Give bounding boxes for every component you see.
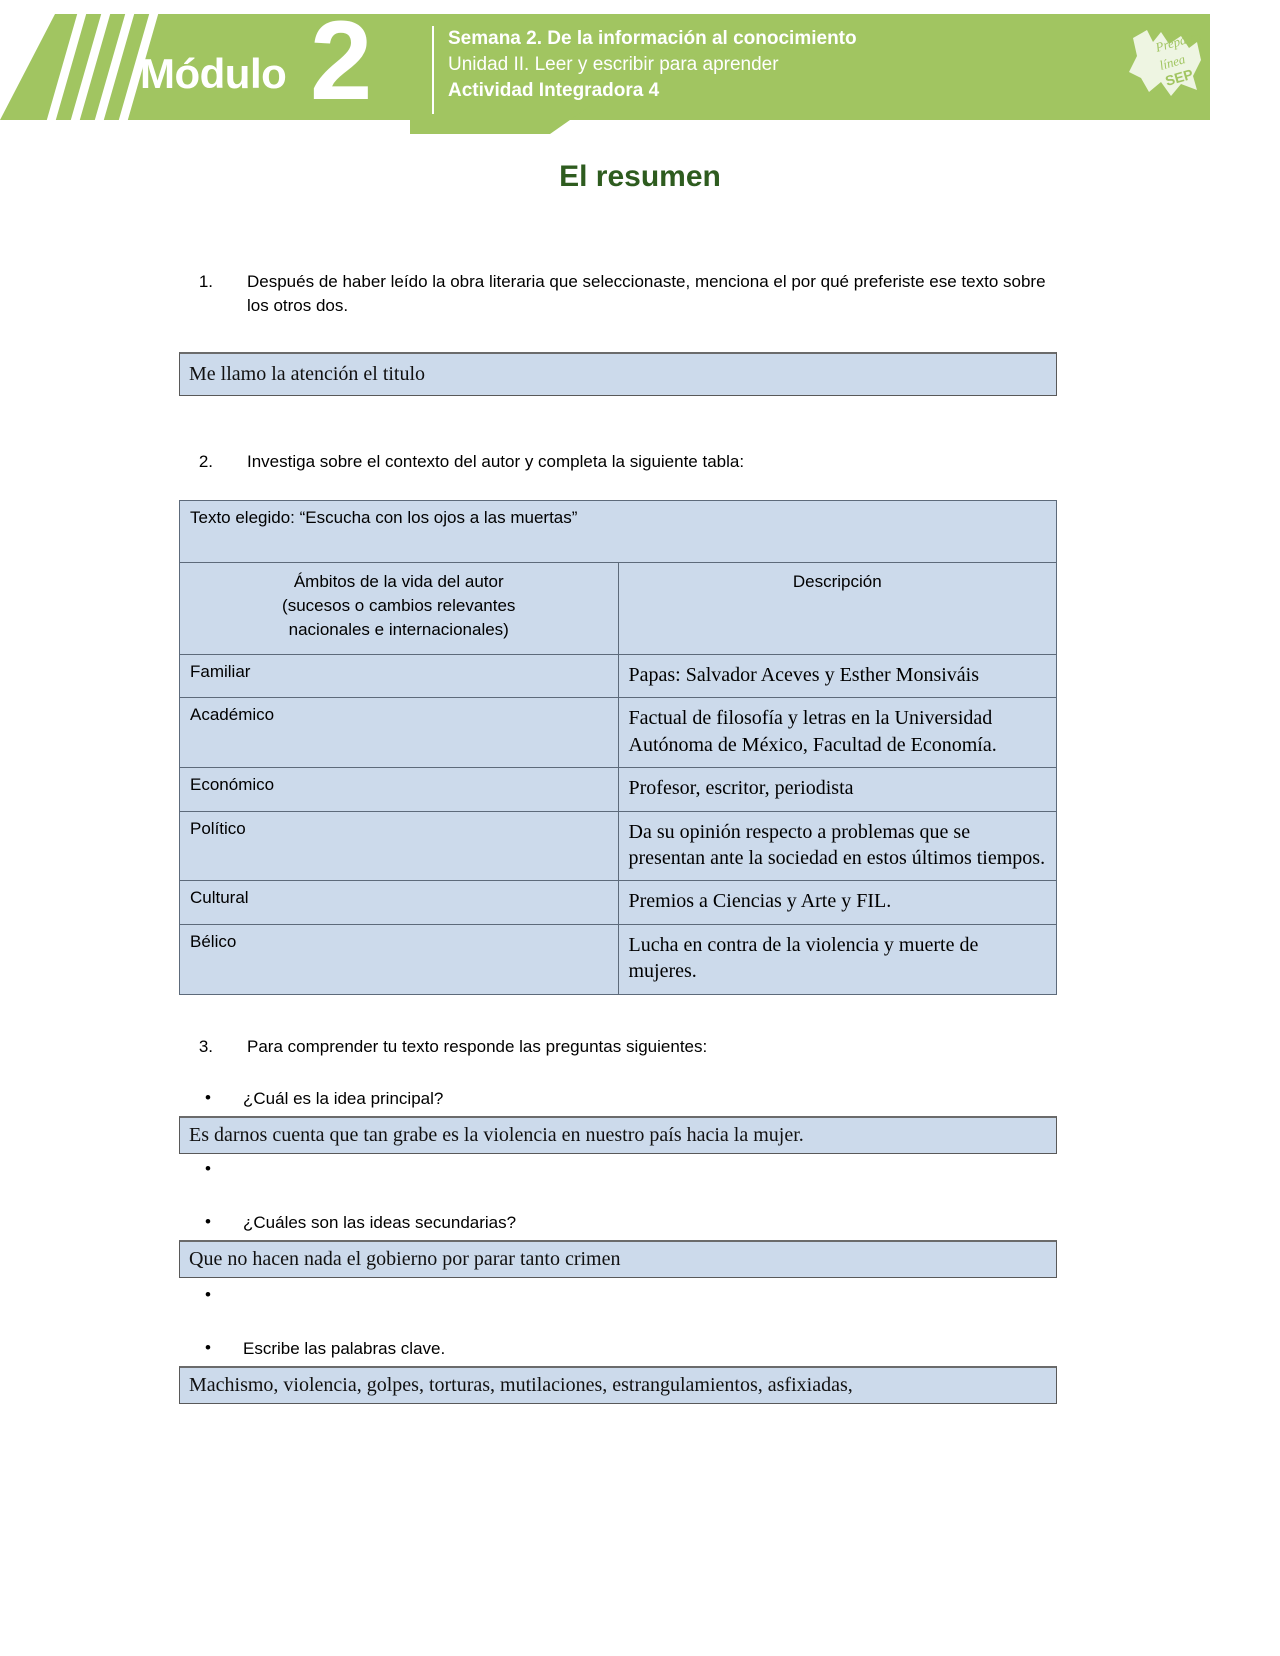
bullet-dot-icon: • [205, 1338, 211, 1357]
table-cell-desc[interactable]: Lucha en contra de la violencia y muerte de mujeres. [618, 924, 1057, 994]
table-header-col2: Descripción [618, 563, 1057, 655]
table-row [180, 881, 1057, 924]
bullet-prompt-3: ¿Cuáles son las ideas secundarias? [243, 1213, 517, 1232]
banner-activity-line: Actividad Integradora 4 [448, 80, 660, 102]
table-row [180, 811, 1057, 881]
question-1-text: Después de haber leído la obra literaria que seleccionaste, menciona el por qué preferiste ese texto sobre los otros dos. [247, 272, 1046, 316]
question-2 [179, 450, 1059, 474]
question-1-number: 1. [198, 272, 213, 291]
table-cell-label: Económico [180, 768, 619, 811]
bullet-prompt-1: ¿Cuál es la idea principal? [243, 1089, 444, 1108]
answer-box-idea-principal[interactable]: Es darnos cuenta que tan grabe es la violencia en nuestro país hacia la mujer. [179, 1116, 1057, 1154]
svg-text:línea: línea [1157, 51, 1187, 73]
bullet-dot-icon: • [205, 1088, 211, 1107]
module-number: 2 [310, 0, 373, 123]
table-cell-label: Político [180, 811, 619, 881]
table-cell-label: Académico [180, 698, 619, 768]
table-caption-row [180, 501, 1057, 563]
answer-box-question-1[interactable]: Me llamo la atención el titulo [179, 352, 1057, 396]
svg-text:Prepa en: Prepa en [1153, 27, 1203, 55]
author-context-table [179, 500, 1057, 995]
table-header-col1-line2: (sucesos o cambios relevantes [282, 596, 516, 616]
question-1 [179, 270, 1059, 318]
answer-box-palabras-clave[interactable]: Machismo, violencia, golpes, torturas, mutilaciones, estrangulamientos, asfixiadas, [179, 1366, 1057, 1404]
banner-week-line: Semana 2. De la información al conocimiento [448, 28, 857, 49]
table-header-col1-line3: nacionales e internacionales) [288, 620, 509, 640]
table-row [180, 768, 1057, 811]
table-cell-label: Familiar [180, 655, 619, 698]
table-cell-desc[interactable]: Premios a Ciencias y Arte y FIL. [618, 881, 1057, 924]
svg-text:SEP: SEP [1163, 65, 1195, 89]
table-cell-label: Cultural [180, 881, 619, 924]
table-cell-label: Bélico [180, 924, 619, 994]
table-cell-desc[interactable]: Profesor, escritor, periodista [618, 768, 1057, 811]
bullet-item-1 [205, 1089, 1025, 1109]
table-cell-desc[interactable]: Papas: Salvador Aceves y Esther Monsiváis [618, 655, 1057, 698]
module-label: Módulo [140, 50, 287, 97]
page-header-banner [0, 0, 1280, 134]
table-cell-desc[interactable]: Da su opinión respecto a problemas que se presentan ante la sociedad en estos últimos tiempos. [618, 811, 1057, 881]
bullet-item-3 [205, 1213, 1025, 1233]
bullet-dot-icon: • [205, 1159, 211, 1178]
table-cell-desc[interactable]: Factual de filosofía y letras en la Universidad Autónoma de México, Facultad de Economía. [618, 698, 1057, 768]
bullet-item-5 [205, 1339, 1025, 1359]
question-3-text: Para comprender tu texto responde las preguntas siguientes: [247, 1037, 708, 1056]
table-header-row [180, 563, 1057, 655]
banner-unit-line: Unidad II. Leer y escribir para aprender [448, 54, 779, 76]
question-3-number: 3. [198, 1037, 213, 1056]
table-caption-cell: Texto elegido: “Escucha con los ojos a las muertas” [180, 501, 1057, 563]
table-header-col1 [180, 563, 619, 655]
table-header-col1-line1: Ámbitos de la vida del autor [293, 572, 504, 591]
page-title: El resumen [559, 160, 721, 193]
answer-box-ideas-secundarias[interactable]: Que no hacen nada el gobierno por parar tanto crimen [179, 1240, 1057, 1278]
table-row [180, 698, 1057, 768]
bullet-dot-icon: • [205, 1212, 211, 1231]
question-2-text: Investiga sobre el contexto del autor y completa la siguiente tabla: [247, 452, 745, 471]
prepa-en-linea-sep-logo-icon [1127, 26, 1205, 100]
table-row [180, 655, 1057, 698]
table-row [180, 924, 1057, 994]
banner-text-block [448, 26, 857, 105]
question-2-number: 2. [198, 452, 213, 471]
question-3 [179, 1035, 1059, 1059]
bullet-dot-icon: • [205, 1285, 211, 1304]
bullet-prompt-5: Escribe las palabras clave. [243, 1339, 446, 1358]
banner-vertical-divider [432, 26, 434, 114]
